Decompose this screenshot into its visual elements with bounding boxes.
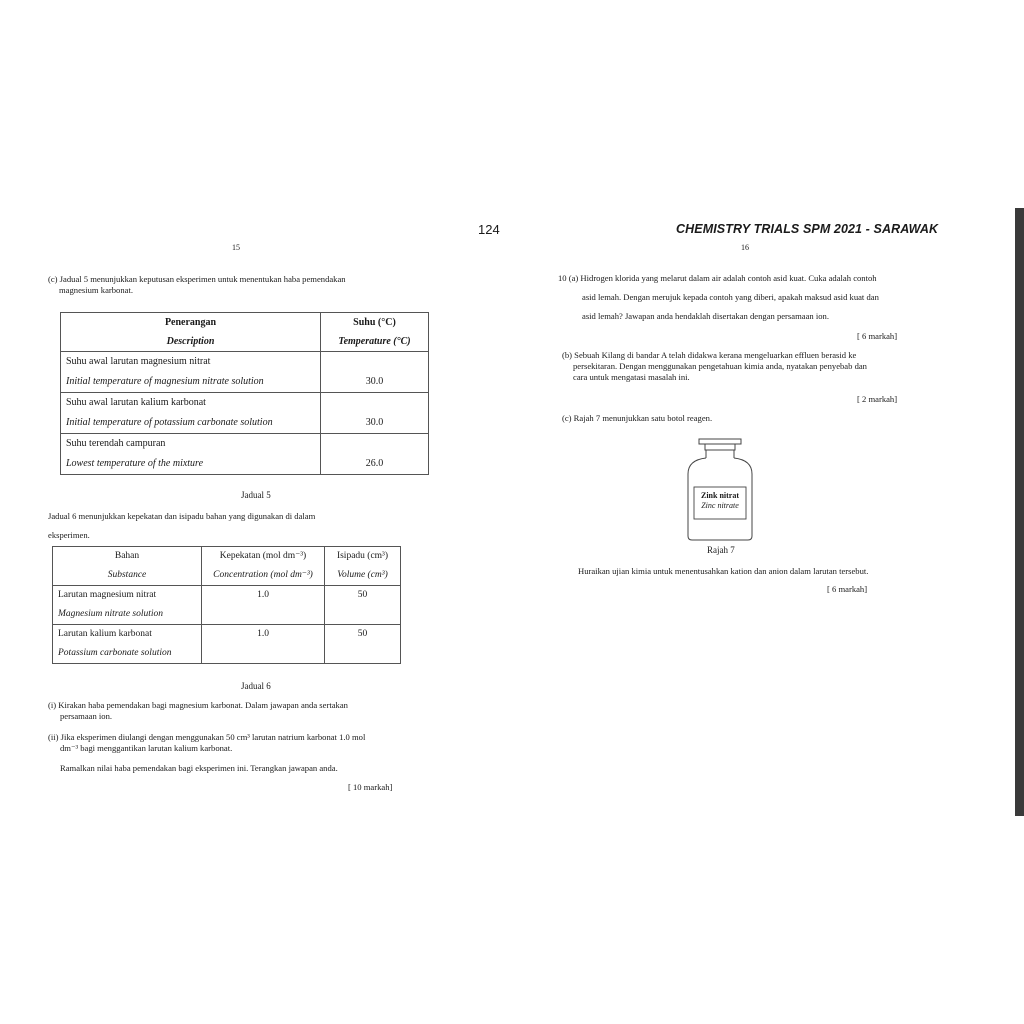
question-10b-text: (b) Sebuah Kilang di bandar A telah didakwa kerana mengeluarkan effluen berasid ke persekitaran. Dengan menggunakan pengetahuan kimia anda, nyatakan penyebab dan cara untuk mengatasi masalah ini. [562, 350, 867, 382]
question-10c-text: (c) Rajah 7 menunjukkan satu botol reagen. [562, 413, 713, 423]
table6-header-substance: Bahan Substance [53, 547, 202, 586]
table6-header-concentration: Kepekatan (mol dm⁻³) Concentration (mol dm⁻³) [202, 547, 325, 586]
table-row: Larutan kalium karbonat Potassium carbonate solution 1.0 50 [53, 625, 401, 664]
part-ii-text: (ii) Jika eksperimen diulangi dengan menggunakan 50 cm³ larutan natrium karbonat 1.0 mol dm⁻³ bagi menggantikan larutan kalium karbonat. Ramalkan nilai haba pemendakan bagi eksperimen ini. Terangkan jawapan anda. [48, 732, 366, 773]
table-row: Suhu awal larutan kalium karbonat Initial temperature of potassium carbonate solution 30.0 [61, 393, 429, 434]
right-page-number: 16 [741, 243, 749, 252]
table-row: Suhu awal larutan magnesium nitrat Initial temperature of magnesium nitrate solution 30.0 [61, 352, 429, 393]
question-10a-marks: [ 6 markah] [857, 331, 898, 341]
part-i-text: (i) Kirakan haba pemendakan bagi magnesium karbonat. Dalam jawapan anda sertakan persamaan ion. [48, 700, 348, 721]
table-5 [60, 312, 429, 475]
table6-caption: Jadual 6 [241, 681, 271, 691]
left-page-number: 15 [232, 243, 240, 252]
table5-header-temperature: Suhu (°C) Temperature (°C) [321, 313, 429, 352]
document-title: CHEMISTRY TRIALS SPM 2021 - SARAWAK [676, 222, 939, 236]
page-edge-strip [1015, 208, 1024, 816]
left-marks: [ 10 markah] [348, 782, 393, 792]
table6-header-volume: Isipadu (cm³) Volume (cm³) [325, 547, 401, 586]
table-row: Suhu terendah campuran Lowest temperature of the mixture 26.0 [61, 434, 429, 475]
question-10c-instruction: Huraikan ujian kimia untuk menentusahkan kation dan anion dalam larutan tersebut. [578, 566, 869, 576]
table5-header-description: Penerangan Description [61, 313, 321, 352]
table-row: Larutan magnesium nitrat Magnesium nitrate solution 1.0 50 [53, 586, 401, 625]
table5-caption: Jadual 5 [241, 490, 271, 500]
question-c-text: (c) Jadual 5 menunjukkan keputusan eksperimen untuk menentukan haba pemendakan magnesium karbonat. [48, 274, 346, 295]
bottle-label: Zink nitrat Zinc nitrate [700, 491, 739, 510]
table-6 [52, 546, 401, 664]
question-10c-marks: [ 6 markah] [827, 584, 868, 594]
question-10a-text: 10 (a) Hidrogen klorida yang melarut dalam air adalah contoh asid kuat. Cuka adalah contoh asid lemah. Dengan merujuk kepada contoh yang diberi, apakah maksud asid kuat dan asid lemah? Jawapan anda hendaklah disertakan dengan persamaan ion. [558, 273, 879, 321]
page-number: 124 [478, 222, 500, 237]
figure-7-caption: Rajah 7 [707, 545, 735, 555]
table6-intro: Jadual 6 menunjukkan kepekatan dan isipadu bahan yang digunakan di dalam eksperimen. [48, 511, 316, 540]
question-10b-marks: [ 2 markah] [857, 394, 898, 404]
